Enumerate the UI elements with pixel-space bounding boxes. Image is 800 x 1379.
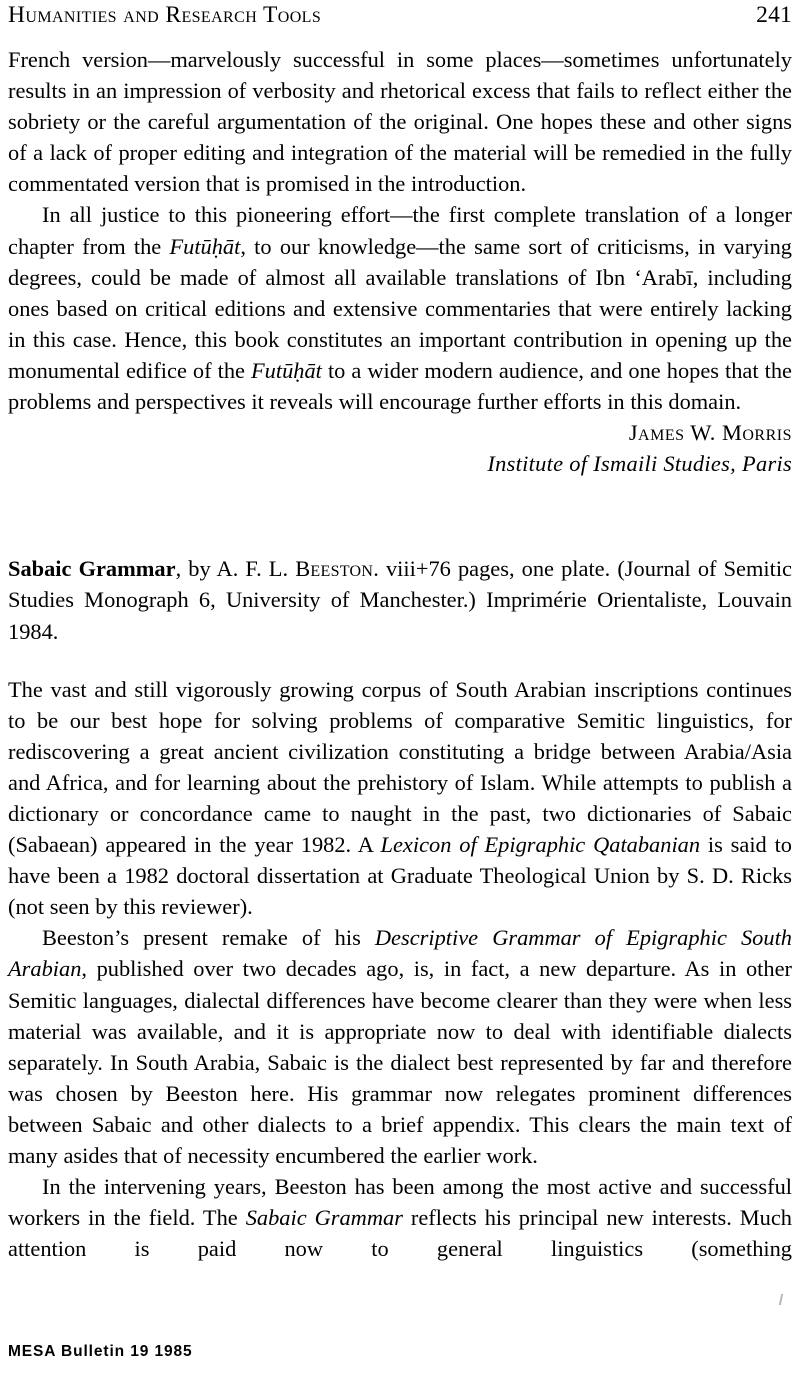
paragraph-continuation: French version—marvelously successful in some places—sometimes unfortunately results in an impression of verbosity and rhetorical excess that fails to reflect either the sobriety or the careful argumentation of the original. One hopes these and other signs of a lack of proper editing and integration of the material will be remedied in the fully commentated version that is promised in the introduction. xyxy=(8,47,792,197)
reviewed-book-author: Beeston xyxy=(295,556,374,582)
paragraph-corpus: The vast and still vigorously growing corpus of South Arabian inscriptions continues to be our best hope for solving problems of comparative Semitic linguistics, for rediscovering a great ancient civilization constituting a bridge between Arabia/Asia and Africa, and for learning about the prehistory of Islam. While attempts to publish a dictionary or concordance came to naught in the past, two dictionaries of Sabaic (Sabaean) appeared in the year 1982. A Lexicon of Epigraphic Qatabanian is said to have been a 1982 doctoral dissertation at Graduate Theological Union by S. D. Ricks (not seen by this reviewer). xyxy=(8,676,792,920)
reviewer-affiliation: Institute of Ismaili Studies, Paris xyxy=(487,451,792,477)
running-head xyxy=(8,2,792,32)
reviewer-signature xyxy=(8,417,792,479)
scan-edge-artifact xyxy=(779,1294,783,1305)
book-title-futuhat-2: Futūḥāt xyxy=(251,357,322,383)
review-one xyxy=(8,44,792,479)
review-two xyxy=(8,553,792,1264)
paragraph-remake: Beeston’s present remake of his Descriptive Grammar of Epigraphic South Arabian, published over two decades ago, is, in fact, a new departure. As in other Semitic languages, dialectal differences have become clearer than they were when less material was available, and it is appropriate now to deal with identifiable dialects separately. In South Arabia, Sabaic is the dialect best represented by far and therefore was chosen by Beeston here. His grammar now relegates prominent differences between Sabaic and other dialects to a brief appendix. This clears the main text of many asides that of necessity encumbered the earlier work. xyxy=(8,925,792,1168)
page-number: 241 xyxy=(756,2,792,28)
reviewed-book-title: Sabaic Grammar xyxy=(8,556,176,582)
page-footer: MESA Bulletin 19 1985 xyxy=(8,1343,193,1360)
book-title-sabaic-grammar: Sabaic Grammar xyxy=(245,1205,403,1231)
reviewer-name: James W. Morris xyxy=(628,420,792,446)
section-spacer xyxy=(8,479,792,553)
book-title-descriptive-grammar: Descriptive Grammar of Epigraphic South Arabian xyxy=(8,925,792,982)
paragraph-intervening-years: In the intervening years, Beeston has been among the most active and successful workers in the field. The Sabaic Grammar reflects his principal new interests. Much attention is paid now to general linguistics (something xyxy=(8,1174,793,1262)
review-two-heading: Sabaic Grammar, by A. F. L. Beeston. viii+76 pages, one plate. (Journal of Semitic Studies Monograph 6, University of Manchester.) Imprimérie Orientaliste, Louvain 1984. xyxy=(8,556,792,644)
book-title-futuhat-1: Futūḥāt xyxy=(169,233,241,259)
paragraph-justice: In all justice to this pioneering effort—the first complete translation of a longer chapter from the Futūḥāt, to our knowledge—the same sort of criticisms, in varying degrees, could be made of almost all available translations of Ibn ‘Arabī, including ones based on critical editions and extensive commentaries that were entirely lacking in this case. Hence, this book constitutes an important contribution in opening up the monumental edifice of the Futūḥāt to a wider modern audience, and one hopes that the problems and perspectives it reveals will encourage further efforts in this domain. xyxy=(8,202,792,415)
running-head-title: Humanities and Research Tools xyxy=(8,2,322,28)
heading-body-spacer xyxy=(8,647,792,674)
book-title-lexicon: Lexicon of Epigraphic Qatabanian xyxy=(380,832,701,858)
